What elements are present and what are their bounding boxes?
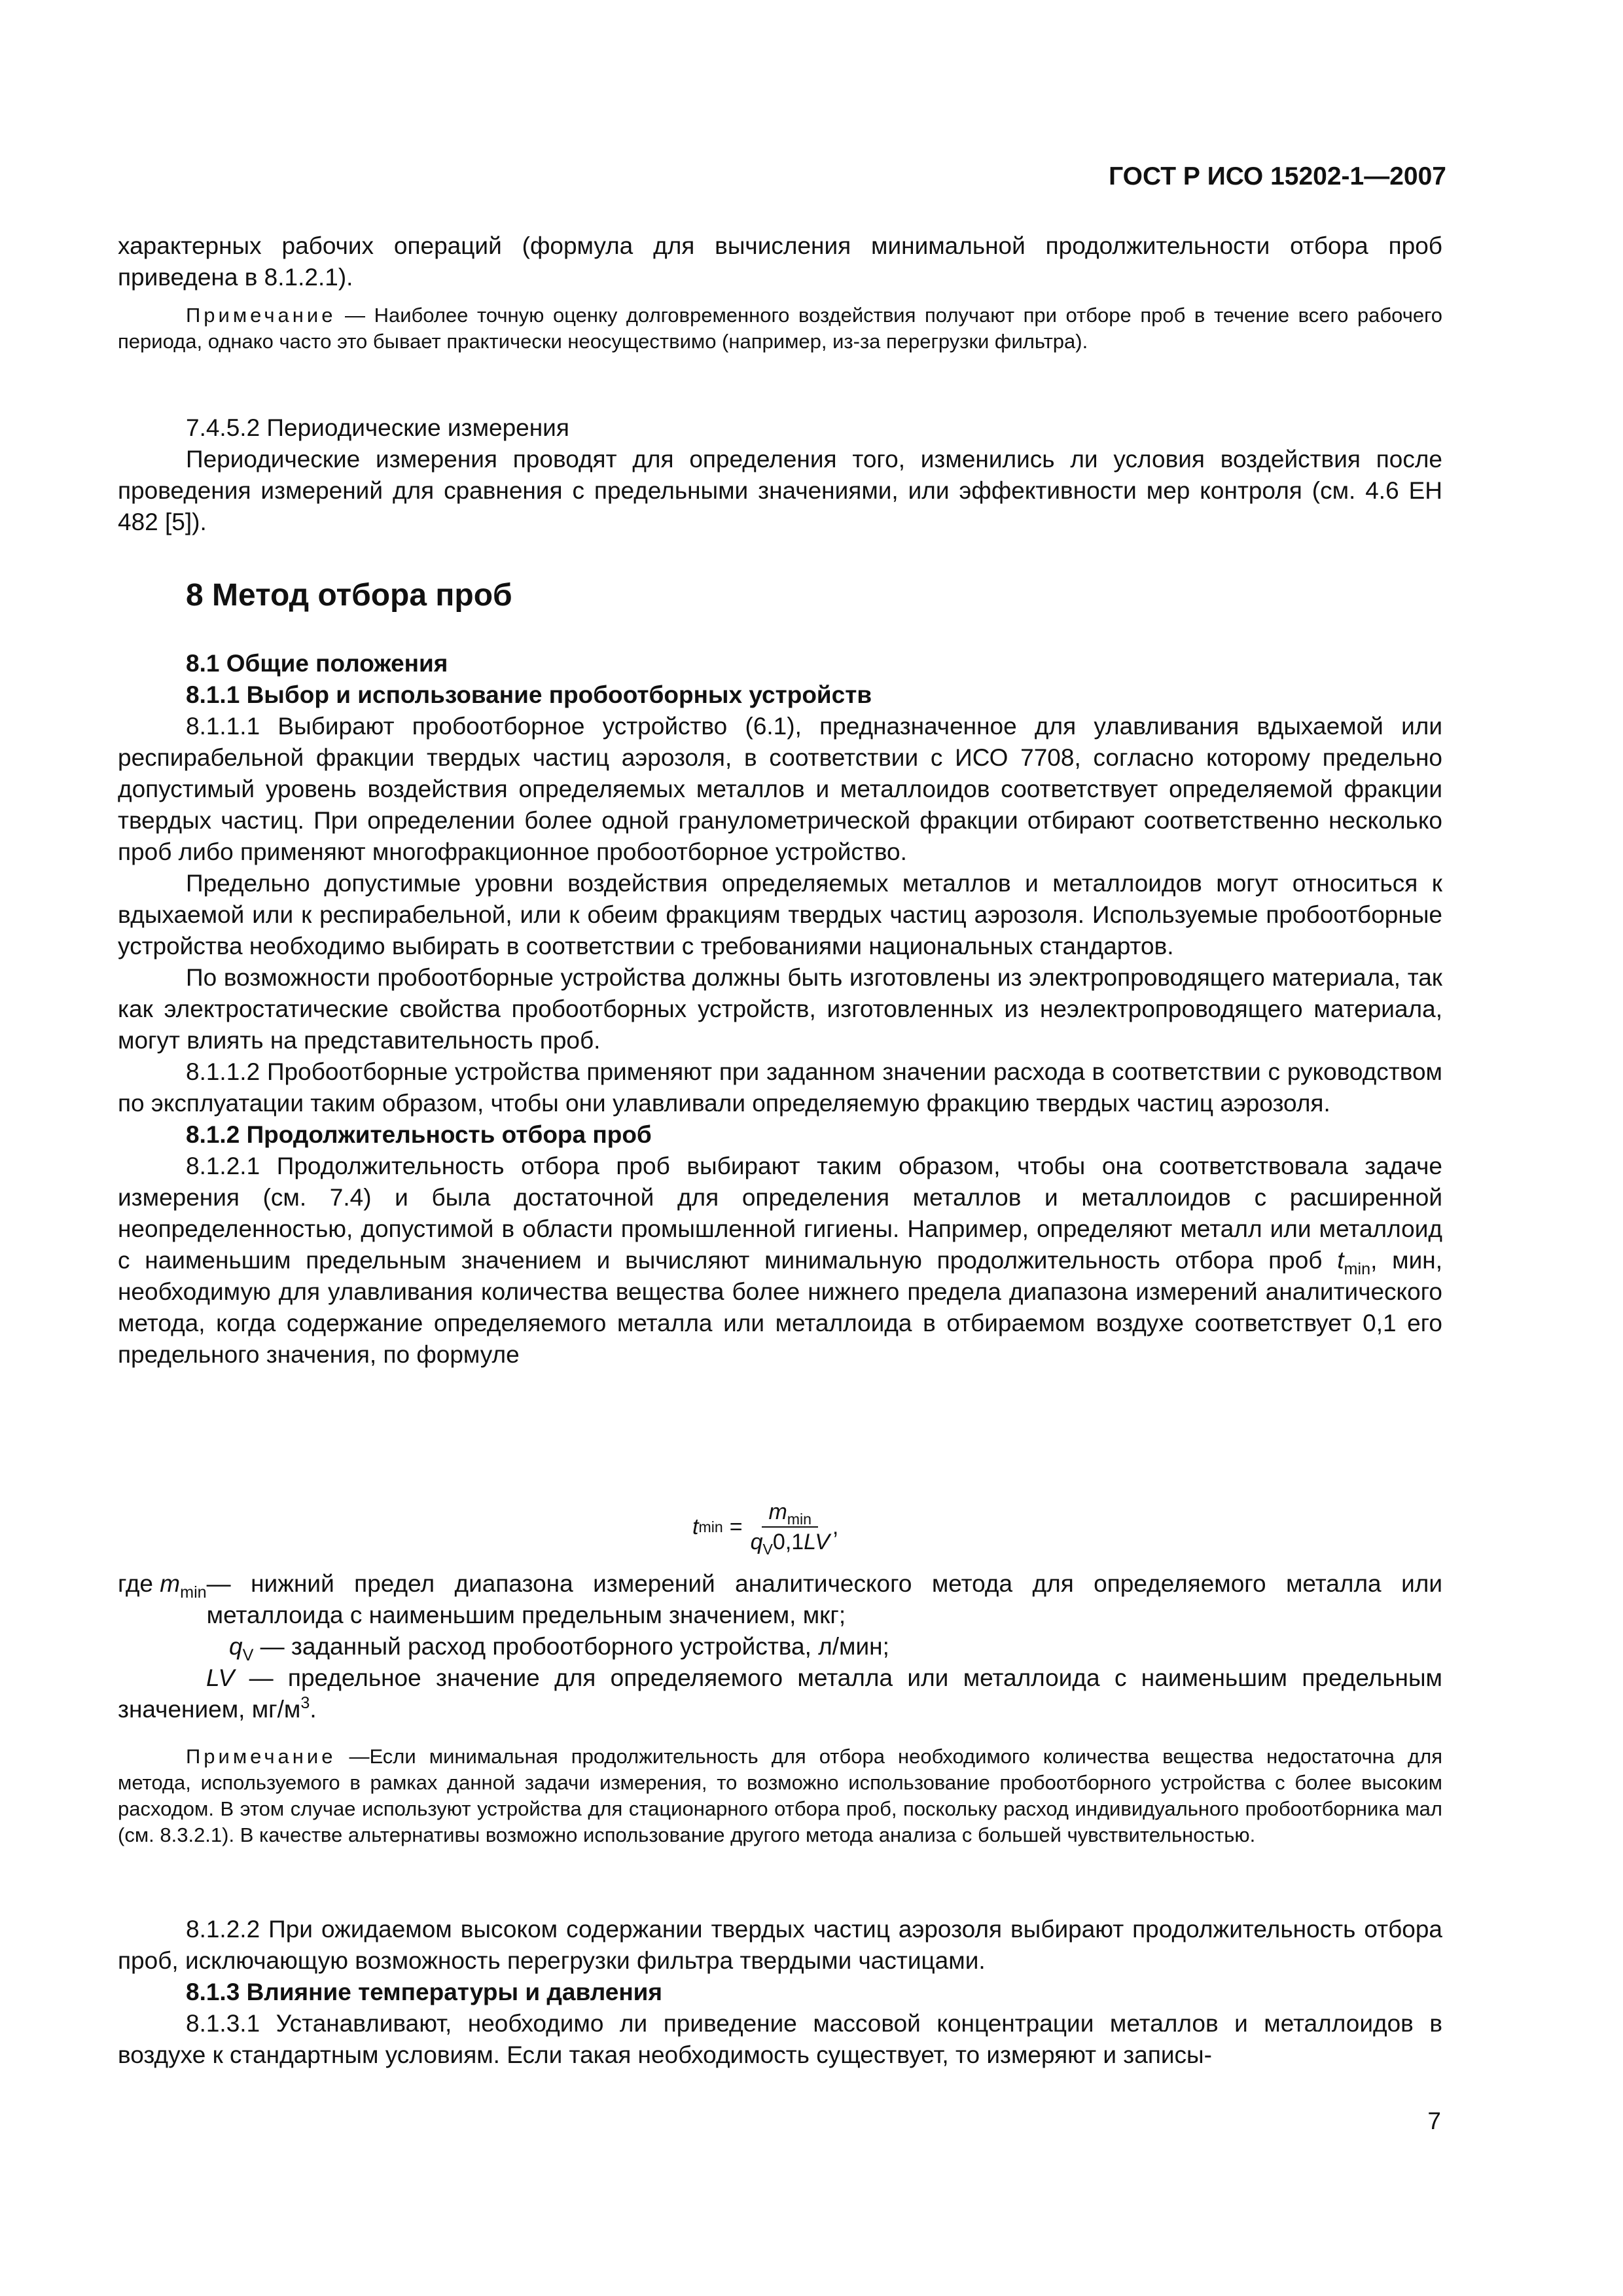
definition-mmin: где $m_{min}$ — нижний предел диапазона измерений аналитического метода для определяемого металла или металлоида с наименьшим предельным значением, мкг; — [118, 1570, 1442, 1628]
formula-tmin: t min = $\frac{m_{min}}{q_V0,1LV}$ , — [692, 1499, 839, 1558]
paragraph-8-1-3-1: 8.1.3.1 Устанавливают, необходимо ли приведение массовой концентрации металлов и металлоидов в воздухе к стандартным условиям. Если такая необходимость существует, то измеряют и записы- — [118, 2010, 1442, 2068]
formula-lhs: t — [692, 1514, 699, 1539]
heading-7-4-5-2: 7.4.5.2 Периодические измерения — [186, 414, 569, 441]
tmin-symbol: t — [1337, 1247, 1344, 1274]
continued-paragraph: характерных рабочих операций (формула для вычисления минимальной продолжительности отбора проб приведена в 8.1.2.1). — [118, 232, 1442, 291]
section-8-body — [118, 648, 1442, 1371]
note-label: Примечание — [186, 304, 336, 327]
definition-lv: LV — предельное значение для определяемого металла или металлоида с наименьшим предельным значением, $мг/м^3$. — [118, 1664, 1442, 1723]
heading-8-1-2: 8.1.2 Продолжительность отбора проб — [186, 1121, 652, 1148]
definition-qv: $q_V$ — заданный расход пробоотборного устройства, л/мин; — [229, 1633, 889, 1664]
section-8-tail — [118, 1914, 1442, 2071]
heading-8-1-3: 8.1.3 Влияние температуры и давления — [186, 1979, 663, 2005]
where-word: где — [118, 1570, 154, 1597]
paragraph-levels: Предельно допустимые уровни воздействия определяемых металлов и металлоидов могут относиться к вдыхаемой или к респирабельной, или к обеим фракциям твердых частиц аэрозоля. Используемые пробоотборные устройства необходимо выбирать в соответствии с требованиями национальных стандартов. — [118, 870, 1442, 960]
section-8-title: 8 Метод отбора проб — [186, 578, 512, 613]
formula-comma: , — [832, 1514, 839, 1539]
heading-8-1: 8.1 Общие положения — [186, 650, 448, 677]
definitions — [118, 1568, 1442, 1725]
paragraph-8-1-1-2: 8.1.1.2 Пробоотборные устройства применяют при заданном значении расхода в соответствии с руководством по эксплуатации таким образом, чтобы они улавливали определяемую фракцию твердых частиц аэрозоля. — [118, 1058, 1442, 1117]
note-1 — [118, 302, 1442, 355]
section-8-heading-block — [118, 576, 1442, 615]
paragraph-8-1-2-2: 8.1.2.2 При ожидаемом высоком содержании твердых частиц аэрозоля выбирают продолжительность отбора проб, исключающую возможность перегрузки фильтра твердыми частицами. — [118, 1916, 1442, 1974]
intro-paragraph — [118, 230, 1442, 293]
subsection-7-4-5-2 — [118, 412, 1442, 538]
note-label-2: Примечание — [186, 1745, 336, 1768]
note-text: — Наиболее точную оценку долговременного воздействия получают при отборе проб в течение всего рабочего периода, однако часто это бывает практически неосуществимо (например, из-за перегрузки фильтра). — [118, 304, 1442, 353]
formula-fraction — [750, 1499, 830, 1558]
formula-denominator: $q_V0,1LV$ — [750, 1530, 830, 1558]
paragraph-8-1-1-1: 8.1.1.1 Выбирают пробоотборное устройство (6.1), предназначенное для улавливания вдыхаемой или респирабельной фракции твердых частиц аэрозоля, в соответствии с ИСО 7708, согласно которому предельно допустимый уровень воздействия определяемых металлов и металлоидов соответствует определяемой фракции твердых частиц. При определении более одной гранулометрической фракции отбирают соответственно несколько проб либо применяют многофракционное пробоотборное устройство. — [118, 713, 1442, 865]
heading-8-1-1: 8.1.1 Выбор и использование пробоотборных устройств — [186, 681, 872, 708]
page-number: 7 — [1427, 2108, 1441, 2134]
paragraph-material: По возможности пробоотборные устройства должны быть изготовлены из электропроводящего материала, так как электростатические свойства пробоотборных устройств, изготовленных из неэлектропроводящего материала, могут влиять на представительность проб. — [118, 964, 1442, 1054]
formula-numerator: $m_{min}$ — [762, 1499, 818, 1528]
note-2 — [118, 1744, 1442, 1848]
paragraph-7-4-5-2: Периодические измерения проводят для определения того, изменились ли условия воздействия после проведения измерений для сравнения с предельными значениями, или эффективности мер контроля (см. 4.6 ЕН 482 [5]). — [118, 446, 1442, 535]
note-2-text: —Если минимальная продолжительность для отбора необходимого количества вещества недостаточна для метода, используемого в рамках данной задачи измерения, то возможно использование пробоотборного устройства с более высоким расходом. В этом случае используют устройства для стационарного отбора проб, поскольку расход индивидуального пробоотборника мал (см. 8.3.2.1). В качестве альтернативы возможно использование другого метода анализа с большей чувствительностью. — [118, 1745, 1442, 1846]
formula-equals: = — [729, 1514, 743, 1539]
paragraph-8-1-2-1: 8.1.2.1 Продолжительность отбора проб выбирают таким образом, чтобы она соответствовала задаче измерения (см. 7.4) и была достаточной для определения металлов и металлоидов с расширенной неопределенностью, допустимой в области промышленной гигиены. Например, определяют металл или металлоид с наименьшим предельным значением и вычисляют минимальную продолжительность отбора проб $t_{min}$, мин, необходимую для улавливания количества вещества более нижнего предела диапазона измерений аналитического метода, когда содержание определяемого металла или металлоида в отбираемом воздухе соответствует 0,1 его предельного значения, по формуле — [118, 1153, 1442, 1368]
document-code-header: ГОСТ Р ИСО 15202-1—2007 — [1109, 162, 1446, 190]
